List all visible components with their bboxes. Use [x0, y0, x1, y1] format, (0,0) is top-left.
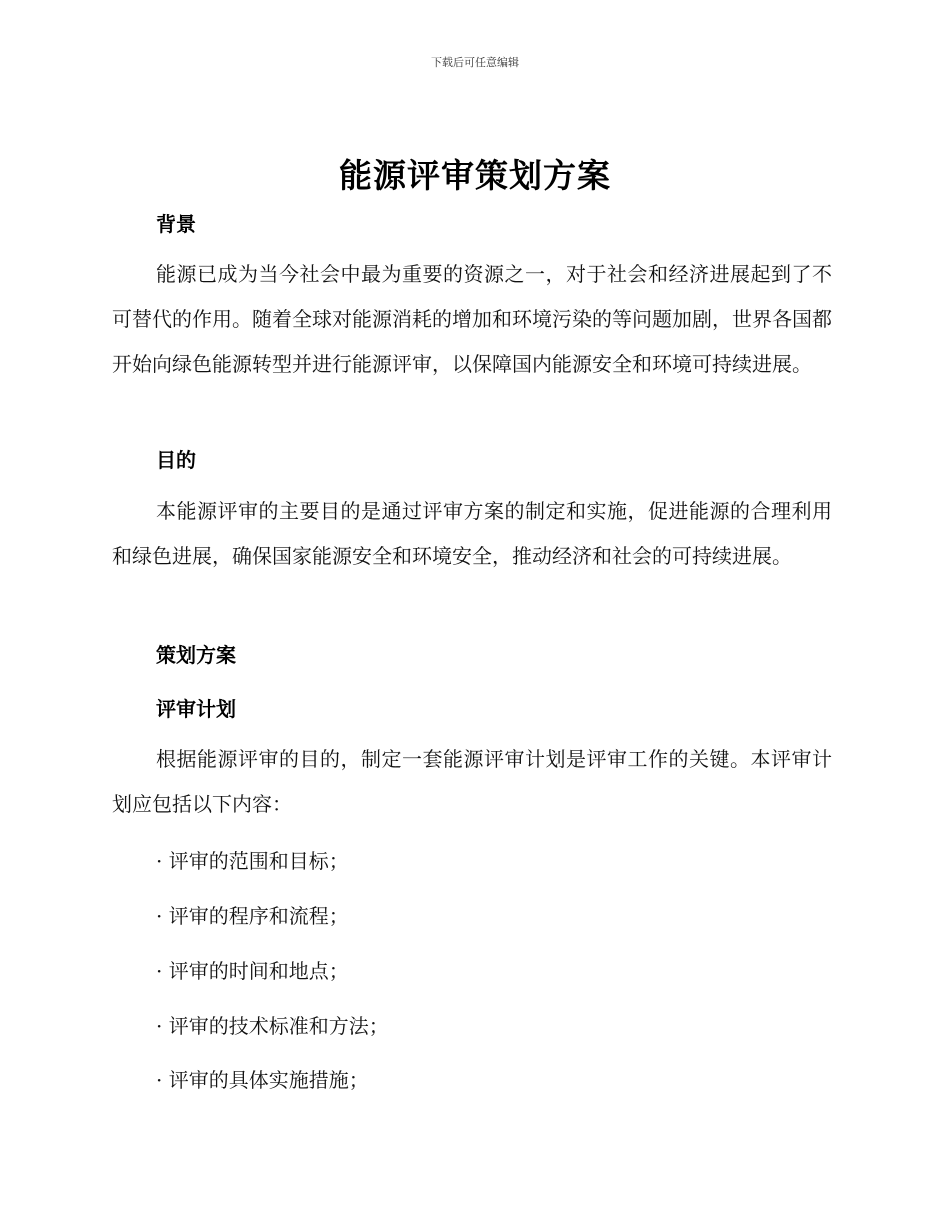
list-item: · 评审的时间和地点；: [156, 959, 349, 983]
paragraph-purpose: 本能源评审的主要目的是通过评审方案的制定和实施，促进能源的合理利用和绿色进展，确保国家能源安全和环境安全，推动经济和社会的可持续进展。: [112, 499, 832, 568]
section-heading-plan: 策划方案: [156, 643, 236, 667]
section-heading-background: 背景: [156, 212, 196, 236]
header-note: 下载后可任意编辑: [431, 56, 519, 69]
list-item: · 评审的具体实施措施；: [156, 1068, 369, 1092]
list-item: · 评审的技术标准和方法；: [156, 1014, 389, 1038]
list-item: · 评审的范围和目标；: [156, 849, 349, 873]
section-heading-purpose: 目的: [156, 448, 196, 472]
section-heading-review-plan: 评审计划: [156, 697, 236, 721]
list-item: · 评审的程序和流程；: [156, 904, 349, 928]
paragraph-background: 能源已成为当今社会中最为重要的资源之一，对于社会和经济进展起到了不可替代的作用。随着全球对能源消耗的增加和环境污染的等问题加剧，世界各国都开始向绿色能源转型并进行能源评审，以保障国内能源安全和环境可持续进展。: [112, 262, 832, 376]
document-title: 能源评审策划方案: [339, 156, 611, 195]
paragraph-review-plan: 根据能源评审的目的，制定一套能源评审计划是评审工作的关键。本评审计划应包括以下内容：: [112, 747, 832, 816]
